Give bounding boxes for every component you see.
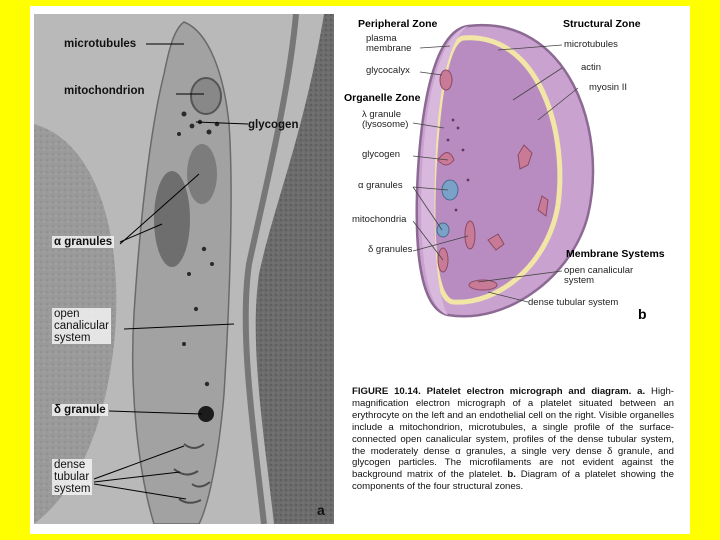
panel-letter-a: a <box>317 502 325 518</box>
heading-peripheral-zone: Peripheral Zone <box>358 18 438 30</box>
caption-part-b-text: Diagram of a platelet showing the components of the four structural zones. <box>352 469 675 493</box>
caption-title: FIGURE 10.14. Platelet electron micrograph and diagram. <box>352 386 632 397</box>
electron-micrograph <box>34 14 334 524</box>
label-microtubules-diagram: microtubules <box>564 39 618 50</box>
caption-part-b-label: b. <box>507 469 516 481</box>
label-glycocalyx: glycocalyx <box>366 65 410 76</box>
label-glycogen-diagram: glycogen <box>362 149 401 160</box>
platelet-diagram <box>338 10 688 325</box>
label-lambda-granule: λ granule (lysosome) <box>362 109 409 130</box>
label-delta-granules: δ granules <box>368 244 413 255</box>
caption-part-a-label: a. <box>637 386 646 397</box>
label-mitochondrion: mitochondrion <box>64 85 145 97</box>
mitochondrion-shape <box>191 78 221 114</box>
label-open-canalicular-system-diagram: open canalicular system <box>564 265 634 286</box>
label-microtubules: microtubules <box>64 38 137 50</box>
label-dense-tubular-system-diagram: dense tubular system <box>528 297 619 308</box>
heading-membrane-systems: Membrane Systems <box>566 248 665 260</box>
label-delta-granule: δ granule <box>54 404 106 416</box>
heading-structural-zone: Structural Zone <box>563 18 641 30</box>
label-dense-tubular-system: dense tubular system <box>54 459 91 495</box>
label-plasma-membrane: plasma membrane <box>366 33 412 54</box>
heading-organelle-zone: Organelle Zone <box>344 92 421 104</box>
label-myosin: myosin II <box>589 82 628 93</box>
label-alpha-granules: α granules <box>54 236 113 248</box>
label-alpha-granules-diagram: α granules <box>358 180 403 191</box>
figure-caption <box>352 386 674 493</box>
label-mitochondria: mitochondria <box>352 214 407 225</box>
alpha-granule <box>154 171 190 267</box>
label-actin: actin <box>581 62 602 73</box>
label-glycogen: glycogen <box>248 119 299 131</box>
diagram-drawing <box>338 10 688 325</box>
panel-letter-b: b <box>638 306 647 322</box>
label-open-canalicular-system: open canalicular system <box>54 308 109 344</box>
caption-part-a-text: High-magnification electron micrograph of a platelet situated between an erythrocyte on the left and an endothelial cell on the right. Visible organelles include a mitochondrion, microtubules, a single profile of the surface-connected open canalicular system, profiles of the dense tubular system, the moderately dense α granules, a single very dense δ granule, and glycogen particles. The microfilaments are not evident against the background matrix of the platelet. <box>352 386 674 481</box>
